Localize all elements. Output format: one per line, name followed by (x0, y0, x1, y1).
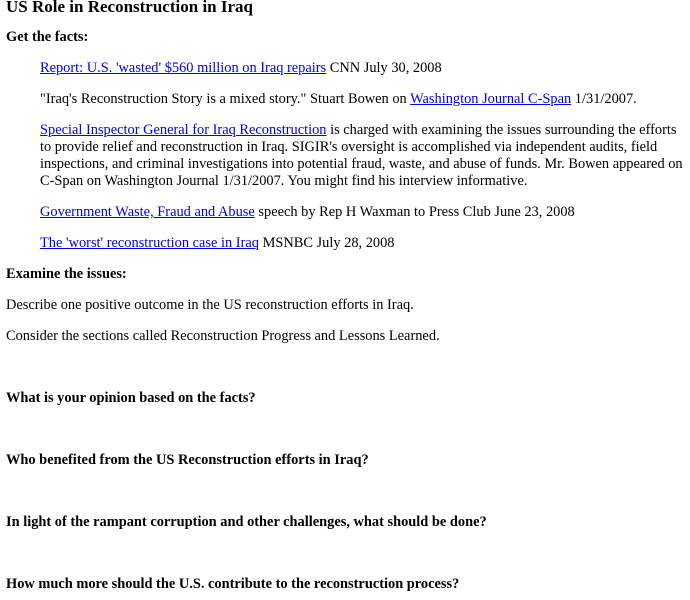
question-who-benefited: Who benefited from the US Reconstruction efforts in Iraq? (6, 452, 369, 468)
question-how-much-more: How much more should the U.S. contribute to the reconstruction process? (6, 576, 460, 592)
sigir-link[interactable]: Special Inspector General for Iraq Reconstruction (40, 122, 327, 138)
page-title: US Role in Reconstruction in Iraq (6, 0, 253, 16)
fact-quote-text: "Iraq's Reconstruction Story is a mixed story." Stuart Bowen on (40, 91, 411, 107)
worst-reconstruction-case-link[interactable]: The 'worst' reconstruction case in Iraq (40, 235, 259, 251)
question-what-should-be-done: In light of the rampant corruption and other challenges, what should be done? (6, 514, 487, 530)
examine-line-sections: Consider the sections called Reconstruction Progress and Lessons Learned. (6, 328, 440, 344)
fact-item-msnbc (40, 235, 688, 252)
examine-line-positive-outcome: Describe one positive outcome in the US reconstruction efforts in Iraq. (6, 297, 414, 313)
fact-source-text: MSNBC July 28, 2008 (258, 235, 395, 251)
fact-item-cnn-report (40, 60, 688, 77)
fact-source-text: CNN July 30, 2008 (326, 60, 442, 76)
fact-description-text: is charged with examining the issues surrounding the efforts to provide relief and reconstruction in Iraq. SIGIR's oversight is accomplished via independent audits, field inspections, and criminal investigations into potential fraud, waste, and abuse of funds. Mr. Bowen appeared on C-Span on Washington Journal 1/31/2007. You might find his interview informative. (40, 122, 683, 189)
facts-list (40, 60, 688, 252)
government-waste-link[interactable]: Government Waste, Fraud and Abuse (40, 204, 255, 220)
page-content (6, 0, 688, 593)
cnn-report-link[interactable]: Report: U.S. 'wasted' $560 million on Iraq repairs (40, 60, 327, 76)
question-opinion: What is your opinion based on the facts? (6, 390, 256, 406)
examine-issues-heading: Examine the issues: (6, 266, 127, 282)
washington-journal-link[interactable]: Washington Journal C-Span (410, 91, 572, 107)
fact-item-waxman-speech (40, 204, 688, 221)
fact-date-text: 1/31/2007. (571, 91, 637, 107)
get-facts-heading: Get the facts: (6, 29, 89, 45)
fact-source-text: speech by Rep H Waxman to Press Club June 23, 2008 (254, 204, 575, 220)
fact-item-bowen-quote (40, 91, 688, 108)
fact-item-sigir (40, 122, 688, 190)
